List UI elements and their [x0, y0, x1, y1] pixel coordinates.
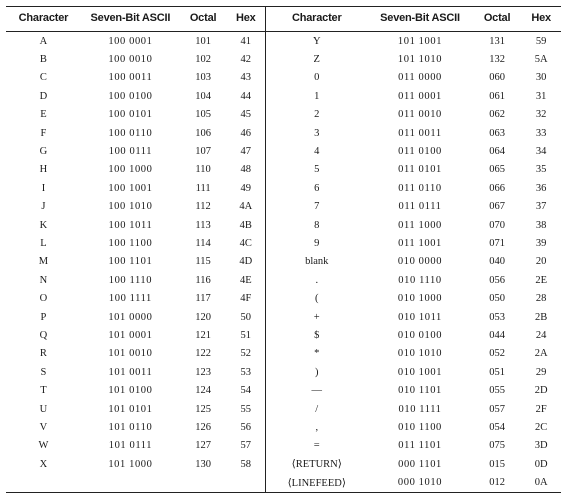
- table-row: [6, 69, 561, 87]
- octal-cell-left: 107: [195, 146, 211, 158]
- hex-cell-right: 2F: [535, 403, 547, 415]
- seven-bit-ascii-cell-left: 100 0111: [108, 146, 153, 158]
- character-cell-right: 7: [314, 201, 320, 213]
- octal-cell-left: 125: [195, 403, 211, 415]
- hex-cell-right: 32: [535, 109, 547, 121]
- octal-cell-left: 102: [195, 54, 211, 66]
- seven-bit-ascii-cell-right: 010 1001: [397, 366, 443, 378]
- octal-cell-right: 015: [489, 458, 505, 470]
- hex-cell-left: 58: [226, 455, 266, 473]
- octal-cell-left: [180, 473, 226, 492]
- octal-cell-right: 131: [489, 35, 505, 47]
- character-cell-left: C: [39, 72, 47, 84]
- octal-cell-left: 106: [195, 127, 211, 139]
- octal-cell-right: 052: [489, 348, 505, 360]
- seven-bit-ascii-cell-left: 100 1010: [108, 201, 153, 213]
- table-body: [6, 32, 561, 493]
- octal-cell-right: 064: [489, 146, 505, 158]
- character-cell-right: (: [315, 293, 319, 305]
- octal-cell-right: 044: [489, 329, 505, 341]
- hex-cell-right: 2B: [535, 311, 548, 323]
- octal-cell-left: 126: [195, 421, 211, 433]
- hex-cell-left: 56: [226, 418, 266, 436]
- table-row: [6, 363, 561, 381]
- seven-bit-ascii-cell-right: 010 0100: [397, 329, 443, 341]
- octal-cell-left: 121: [195, 329, 211, 341]
- seven-bit-ascii-cell-left: 101 0100: [108, 385, 153, 397]
- character-cell-left: D: [39, 90, 48, 102]
- hex-cell-left: 57: [226, 437, 266, 455]
- character-cell-left: G: [39, 146, 48, 158]
- seven-bit-ascii-cell-right: 011 0000: [398, 72, 442, 84]
- seven-bit-ascii-cell-left: 100 1011: [108, 219, 153, 231]
- character-cell-right: .: [315, 274, 319, 286]
- seven-bit-ascii-cell-left: 101 0111: [108, 440, 153, 452]
- seven-bit-ascii-cell-right: 011 1001: [398, 237, 442, 249]
- table-row: [6, 400, 561, 418]
- octal-cell-right: 060: [489, 72, 505, 84]
- seven-bit-ascii-cell-right: 011 0101: [398, 164, 442, 176]
- hex-cell-right: 31: [535, 90, 547, 102]
- header-hex-left: Hex: [226, 7, 266, 32]
- octal-cell-right: 132: [489, 54, 505, 66]
- table-row: [6, 289, 561, 307]
- octal-cell-left: 117: [195, 293, 211, 305]
- table-header-row: [6, 7, 561, 32]
- seven-bit-ascii-cell-left: 100 0011: [108, 72, 153, 84]
- seven-bit-ascii-cell-right: 011 1000: [398, 219, 442, 231]
- seven-bit-ascii-cell-right: 000 1010: [367, 473, 473, 492]
- table-row: [6, 198, 561, 216]
- character-cell-right: 1: [314, 90, 320, 102]
- table-row: [6, 179, 561, 197]
- seven-bit-ascii-cell-left: 100 1111: [108, 293, 152, 305]
- character-cell-right: —: [311, 385, 322, 397]
- seven-bit-ascii-cell-right: 000 1101: [398, 458, 442, 470]
- seven-bit-ascii-cell-left: 100 1101: [108, 256, 153, 268]
- hex-cell-left: 49: [226, 179, 266, 197]
- header-octal-right: Octal: [473, 7, 521, 32]
- seven-bit-ascii-cell-right: 010 1011: [398, 311, 442, 323]
- hex-cell-left: 4C: [226, 234, 266, 252]
- hex-cell-left: 44: [226, 87, 266, 105]
- ascii-code-table: [6, 6, 561, 493]
- character-cell-left: X: [39, 458, 48, 470]
- hex-cell-right: 28: [535, 293, 547, 305]
- seven-bit-ascii-cell-left: 100 1100: [108, 237, 153, 249]
- hex-cell-left: 42: [226, 50, 266, 68]
- seven-bit-ascii-cell-right: 011 0110: [398, 182, 442, 194]
- seven-bit-ascii-cell-left: 101 0010: [108, 348, 153, 360]
- seven-bit-ascii-cell-right: 101 1001: [397, 35, 443, 47]
- seven-bit-ascii-cell-left: 101 0000: [108, 311, 153, 323]
- octal-cell-right: 065: [489, 164, 505, 176]
- seven-bit-ascii-cell-left: 100 1110: [108, 274, 153, 286]
- character-cell-left: H: [39, 164, 48, 176]
- seven-bit-ascii-cell-left: 101 1000: [108, 458, 153, 470]
- octal-cell-left: 110: [195, 164, 211, 176]
- hex-cell-left: 53: [226, 363, 266, 381]
- hex-cell-left: 46: [226, 124, 266, 142]
- character-cell-right: +: [313, 311, 320, 323]
- hex-cell-left: 45: [226, 106, 266, 124]
- hex-cell-left: 50: [226, 308, 266, 326]
- hex-cell-left: 4E: [226, 271, 266, 289]
- octal-cell-left: 124: [195, 385, 211, 397]
- seven-bit-ascii-cell-left: 100 0010: [108, 54, 153, 66]
- hex-cell-left: 52: [226, 345, 266, 363]
- hex-cell-right: 20: [535, 256, 547, 268]
- hex-cell-right: 37: [535, 201, 547, 213]
- character-cell-right: Y: [312, 35, 321, 47]
- table-row: [6, 50, 561, 68]
- seven-bit-ascii-cell-left: 100 0100: [108, 90, 153, 102]
- character-cell-right: $: [314, 329, 320, 341]
- octal-cell-right: 061: [489, 90, 505, 102]
- character-cell-right: ⟨RETURN⟩: [291, 459, 342, 471]
- character-cell-right: 8: [314, 219, 320, 231]
- octal-cell-left: 112: [195, 201, 211, 213]
- octal-cell-left: 123: [195, 366, 211, 378]
- octal-cell-right: 067: [489, 201, 505, 213]
- character-cell-right: 0: [314, 72, 320, 84]
- octal-cell-left: 103: [195, 72, 211, 84]
- hex-cell-right: 24: [535, 329, 547, 341]
- character-cell-right: 4: [314, 146, 320, 158]
- octal-cell-right: 057: [489, 403, 505, 415]
- seven-bit-ascii-cell-right: 010 1010: [397, 348, 443, 360]
- hex-cell-right: 2E: [535, 274, 547, 286]
- header-octal-left: Octal: [180, 7, 226, 32]
- hex-cell-left: 55: [226, 400, 266, 418]
- character-cell-left: W: [38, 440, 49, 452]
- seven-bit-ascii-cell-left: 100 0110: [108, 127, 153, 139]
- header-character-left: Character: [6, 7, 81, 32]
- character-cell-left: N: [39, 274, 48, 286]
- header-seven-bit-ascii-left: Seven-Bit ASCII: [81, 7, 180, 32]
- hex-cell-right: 29: [535, 366, 547, 378]
- character-cell-right: ,: [315, 421, 319, 433]
- table-row: [6, 437, 561, 455]
- character-cell-right: *: [314, 348, 320, 360]
- hex-cell-right: 35: [535, 164, 547, 176]
- octal-cell-left: 105: [195, 109, 211, 121]
- character-cell-left: V: [39, 421, 48, 433]
- seven-bit-ascii-cell-right: 011 0001: [398, 90, 442, 102]
- octal-cell-left: 113: [195, 219, 211, 231]
- hex-cell-right: 36: [535, 182, 547, 194]
- seven-bit-ascii-cell-right: 010 1100: [398, 421, 442, 433]
- table-row: [6, 345, 561, 363]
- hex-cell-left: 51: [226, 326, 266, 344]
- header-seven-bit-ascii-right: Seven-Bit ASCII: [367, 7, 473, 32]
- octal-cell-left: 101: [195, 35, 211, 47]
- hex-cell-left: 4F: [226, 289, 266, 307]
- seven-bit-ascii-cell-right: 011 0011: [398, 127, 442, 139]
- character-cell-right: /: [315, 403, 319, 415]
- hex-cell-right: 34: [535, 146, 547, 158]
- character-cell-right: 3: [314, 127, 320, 139]
- character-cell-left: T: [40, 385, 47, 397]
- character-cell-right: blank: [305, 256, 329, 268]
- seven-bit-ascii-cell-right: 010 1110: [398, 274, 442, 286]
- seven-bit-ascii-cell-right: 011 1101: [398, 440, 442, 452]
- character-cell-left: A: [39, 35, 48, 47]
- character-cell-left: S: [40, 366, 47, 378]
- seven-bit-ascii-cell-left: 101 0001: [108, 329, 153, 341]
- table-row: [6, 124, 561, 142]
- hex-cell-right: 5A: [534, 54, 548, 66]
- character-cell-right: =: [313, 440, 320, 452]
- seven-bit-ascii-cell-right: 011 0010: [398, 109, 442, 121]
- seven-bit-ascii-cell-left: [81, 473, 180, 492]
- character-cell-right: Z: [313, 54, 320, 66]
- character-cell-left: I: [41, 182, 46, 194]
- octal-cell-right: 066: [489, 182, 505, 194]
- hex-cell-left: 43: [226, 69, 266, 87]
- character-cell-left: K: [39, 219, 48, 231]
- table-row: [6, 161, 561, 179]
- octal-cell-right: 051: [489, 366, 505, 378]
- character-cell-right: 5: [314, 164, 320, 176]
- table-row: [6, 381, 561, 399]
- seven-bit-ascii-cell-right: 010 1000: [397, 293, 443, 305]
- hex-cell-right: 33: [535, 127, 547, 139]
- seven-bit-ascii-cell-left: 100 1001: [108, 182, 153, 194]
- hex-cell-right: 30: [535, 72, 547, 84]
- character-cell-right: 2: [314, 109, 320, 121]
- hex-cell-right: 59: [535, 35, 547, 47]
- table-row: [6, 418, 561, 436]
- character-cell-right: ⟨LINEFEED⟩: [266, 473, 367, 492]
- hex-cell-right: 3D: [534, 440, 548, 452]
- hex-cell-right: 39: [535, 237, 547, 249]
- octal-cell-right: 055: [489, 385, 505, 397]
- character-cell-right: ): [315, 366, 319, 378]
- seven-bit-ascii-cell-right: 011 0100: [398, 146, 442, 158]
- octal-cell-right: 070: [489, 219, 505, 231]
- table-row: [6, 326, 561, 344]
- character-cell-left: F: [40, 127, 47, 139]
- seven-bit-ascii-cell-right: 010 0000: [397, 256, 443, 268]
- seven-bit-ascii-cell-left: 100 0001: [108, 35, 153, 47]
- octal-cell-right: 063: [489, 127, 505, 139]
- octal-cell-right: 054: [489, 421, 505, 433]
- seven-bit-ascii-cell-right: 010 1101: [398, 385, 442, 397]
- seven-bit-ascii-cell-right: 101 1010: [397, 54, 443, 66]
- octal-cell-left: 127: [195, 440, 211, 452]
- hex-cell-left: 4A: [226, 198, 266, 216]
- table-row: [6, 106, 561, 124]
- octal-cell-right: 062: [489, 109, 505, 121]
- seven-bit-ascii-cell-left: 101 0011: [108, 366, 153, 378]
- hex-cell-right: 0D: [534, 458, 548, 470]
- octal-cell-left: 122: [195, 348, 211, 360]
- character-cell-right: 9: [314, 237, 320, 249]
- table-row: [6, 308, 561, 326]
- seven-bit-ascii-cell-right: 010 1111: [398, 403, 442, 415]
- character-cell-left: M: [38, 256, 49, 268]
- octal-cell-right: 071: [489, 237, 505, 249]
- octal-cell-right: 040: [489, 256, 505, 268]
- octal-cell-right: 056: [489, 274, 505, 286]
- seven-bit-ascii-cell-left: 100 1000: [108, 164, 153, 176]
- character-cell-right: 6: [314, 182, 320, 194]
- octal-cell-left: 120: [195, 311, 211, 323]
- octal-cell-left: 104: [195, 90, 211, 102]
- table-row: [6, 271, 561, 289]
- table-row: [6, 216, 561, 234]
- header-character-right: Character: [266, 7, 367, 32]
- table-row: [6, 473, 561, 492]
- octal-cell-right: 053: [489, 311, 505, 323]
- table-row: [6, 234, 561, 252]
- hex-cell-left: 47: [226, 142, 266, 160]
- header-hex-right: Hex: [521, 7, 561, 32]
- table-row: [6, 253, 561, 271]
- octal-cell-left: 114: [195, 237, 211, 249]
- character-cell-left: U: [39, 403, 48, 415]
- octal-cell-left: 111: [195, 182, 211, 194]
- octal-cell-right: 075: [489, 440, 505, 452]
- hex-cell-left: 41: [226, 32, 266, 51]
- character-cell-left: Q: [39, 329, 48, 341]
- character-cell-left: B: [39, 54, 47, 66]
- hex-cell-right: 38: [535, 219, 547, 231]
- hex-cell-left: 4B: [226, 216, 266, 234]
- hex-cell-left: [226, 473, 266, 492]
- hex-cell-right: 2C: [535, 421, 548, 433]
- table-row: [6, 142, 561, 160]
- character-cell-left: E: [40, 109, 47, 121]
- character-cell-left: P: [40, 311, 47, 323]
- hex-cell-right: 0A: [521, 473, 561, 492]
- octal-cell-left: 130: [195, 458, 211, 470]
- character-cell-left: L: [40, 237, 47, 249]
- seven-bit-ascii-cell-right: 011 0111: [398, 201, 442, 213]
- character-cell-left: R: [39, 348, 47, 360]
- character-cell-left: J: [41, 201, 46, 213]
- seven-bit-ascii-cell-left: 101 0110: [108, 421, 153, 433]
- hex-cell-left: 54: [226, 381, 266, 399]
- table-row: [6, 32, 561, 51]
- hex-cell-left: 4D: [226, 253, 266, 271]
- octal-cell-left: 116: [195, 274, 211, 286]
- seven-bit-ascii-cell-left: 101 0101: [108, 403, 153, 415]
- octal-cell-right: 012: [473, 473, 521, 492]
- table-row: [6, 87, 561, 105]
- character-cell-left: [6, 473, 81, 492]
- seven-bit-ascii-cell-left: 100 0101: [108, 109, 153, 121]
- hex-cell-right: 2D: [534, 385, 548, 397]
- octal-cell-left: 115: [195, 256, 211, 268]
- octal-cell-right: 050: [489, 293, 505, 305]
- hex-cell-right: 2A: [534, 348, 548, 360]
- character-cell-left: O: [39, 293, 48, 305]
- table-row: [6, 455, 561, 473]
- hex-cell-left: 48: [226, 161, 266, 179]
